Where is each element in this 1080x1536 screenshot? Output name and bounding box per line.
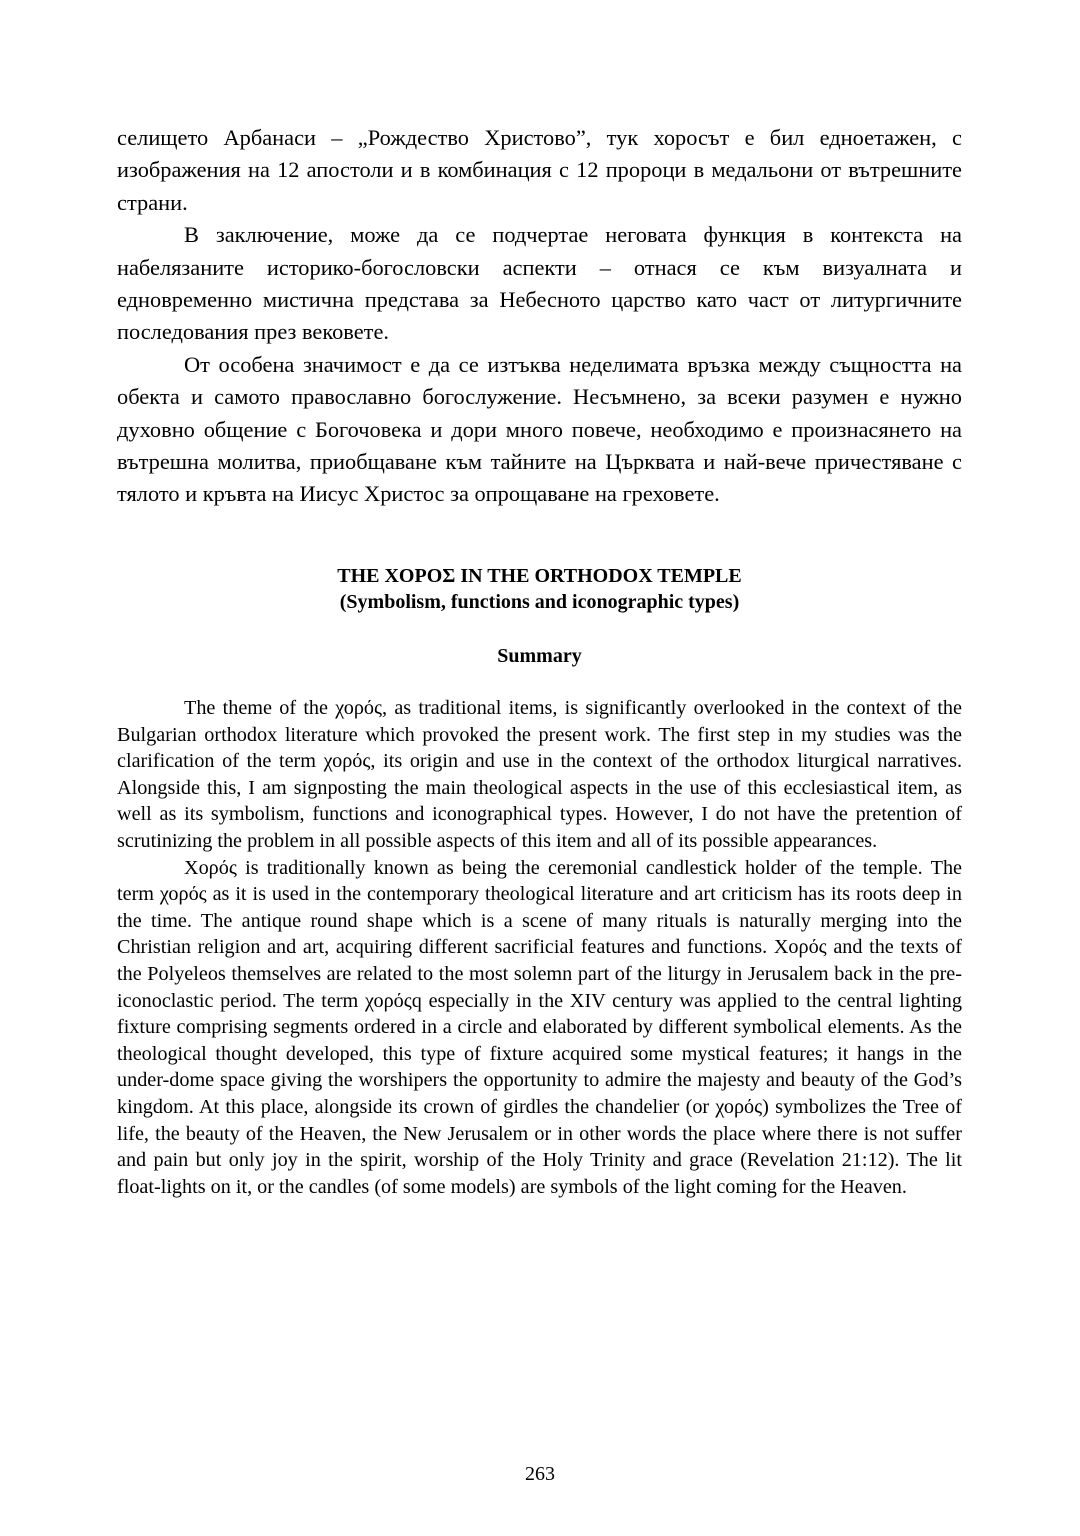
summary-title-block [117,563,962,615]
bg-paragraph-1: селището Арбанаси – „Рождество Христово”, тук хоросът е бил едноетажен, с изображения на 12 апостоли и в комбинация с 12 пророци в медальони от вътрешните страни. [117,125,962,215]
bg-paragraph-2: В заключение, може да се подчертае неговата функция в контекста на набелязаните историко-богословски аспекти – отнася се към визуалната и едновременно мистична представа за Небесното царство като част от литургичните последования през вековете. [117,222,962,345]
bulgarian-text-section [117,122,962,511]
english-summary-section [117,695,962,1200]
en-paragraph-2: Χορός is traditionally known as being the ceremonial candlestick holder of the temple. The term χορός as it is used in the contemporary theological literature and art criticism has its roots deep in the time. The antique round shape which is a scene of many rituals is naturally merging into the Christian religion and art, acquiring different sacrificial features and functions. Χορός and the texts of the Polyeleos themselves are related to the most solemn part of the liturgy in Jerusalem back in the pre-iconoclastic period. The term χορόςq especially in the XIV century was applied to the central lighting fixture comprising segments ordered in a circle and elaborated by different symbolical elements. As the theological thought developed, this type of fixture acquired some mystical features; it hangs in the under-dome space giving the worshipers the opportunity to admire the majesty and beauty of the God’s kingdom. At this place, alongside its crown of girdles the chandelier (or χορός) symbolizes the Tree of life, the beauty of the Heaven, the New Jerusalem or in other words the place where there is not suffer and pain but only joy in the spirit, worship of the Holy Trinity and grace (Revelation 21:12). The lit float-lights on it, or the candles (of some models) are symbols of the light coming for the Heaven. [117,856,962,1198]
summary-heading: Summary [497,645,582,667]
en-paragraph-1: The theme of the χορός, as traditional items, is significantly overlooked in the context of the Bulgarian orthodox literature which provoked the present work. The first step in my studies was the clarification of the term χορός, its origin and use in the context of the orthodox liturgical narratives. Alongside this, I am signposting the main theological aspects in the use of this ecclesiastical item, as well as its symbolism, functions and iconographical types. However, I do not have the pretention of scrutinizing the problem in all possible aspects of this item and all of its possible appearances. [117,697,962,852]
page-number: 263 [525,1463,555,1485]
summary-title: THE ΧΟΡΟΣ IN THE ORTHODOX TEMPLE [337,565,742,587]
bg-paragraph-3: От особена значимост е да се изтъква неделимата връзка между същността на обекта и самото православно богослужение. Несъмнено, за всеки разумен е нужно духовно общение с Богочовека и дори много повече, необходимо е произнасянето на вътрешна молитва, приобщаване към тайните на Църквата и най-вече причестяване с тялото и кръвта на Иисус Христос за опрощаване на греховете. [117,351,962,507]
summary-subtitle: (Symbolism, functions and iconographic types) [339,591,740,613]
